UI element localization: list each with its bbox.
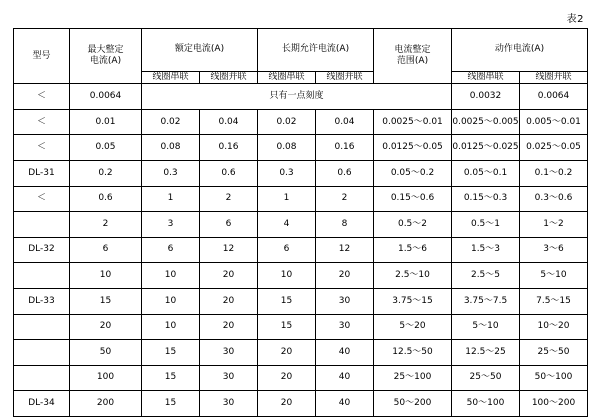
header-operate-parallel: 线圈并联: [520, 72, 588, 84]
cell-long-parallel: 40: [316, 365, 374, 391]
cell-long-series: 1: [258, 186, 316, 212]
cell-setting-range: 3.75～15: [374, 289, 452, 315]
header-max-setting-line1: 最大整定: [87, 44, 124, 55]
cell-long-parallel: 8: [316, 212, 374, 238]
cell-operate-series: 50～100: [452, 391, 520, 417]
cell-long-series: 20: [258, 340, 316, 366]
table-row: [14, 109, 588, 135]
cell-model: ＜: [14, 84, 70, 110]
cell-long-series: 20: [258, 391, 316, 417]
cell-rated-parallel: 0.16: [200, 135, 258, 161]
header-rated-parallel: 线圈并联: [200, 72, 258, 84]
cell-rated-parallel: 30: [200, 340, 258, 366]
cell-operate-series: 0.0025～0.005: [452, 109, 520, 135]
cell-setting-range: 0.5～2: [374, 212, 452, 238]
header-setting-range: [374, 29, 452, 84]
cell-long-parallel: 30: [316, 314, 374, 340]
table-row: [14, 84, 588, 110]
cell-model: DL-34: [14, 391, 70, 417]
table-head: [14, 29, 588, 84]
table-row: [14, 289, 588, 315]
cell-long-parallel: 12: [316, 237, 374, 263]
cell-max-setting: 0.6: [70, 186, 142, 212]
cell-max-setting: 15: [70, 289, 142, 315]
cell-setting-range: 1.5～6: [374, 237, 452, 263]
cell-operate-series: 0.15～0.3: [452, 186, 520, 212]
cell-rated-series: 3: [142, 212, 200, 238]
cell-setting-range: 2.5～10: [374, 263, 452, 289]
table-row: [14, 263, 588, 289]
table-row: [14, 365, 588, 391]
cell-rated-series: 0.3: [142, 161, 200, 187]
cell-rated-parallel: 12: [200, 237, 258, 263]
table-row: [14, 314, 588, 340]
cell-long-parallel: 30: [316, 289, 374, 315]
cell-model: DL-32: [14, 237, 70, 263]
cell-long-series: 20: [258, 365, 316, 391]
table-body: [14, 84, 588, 417]
cell-model: ＜: [14, 109, 70, 135]
cell-setting-range: 12.5～50: [374, 340, 452, 366]
cell-max-setting: 0.2: [70, 161, 142, 187]
header-operate-current: 动作电流(A): [452, 29, 588, 72]
spec-table-wrapper: [13, 28, 587, 417]
cell-rated-parallel: 20: [200, 289, 258, 315]
cell-long-parallel: 2: [316, 186, 374, 212]
cell-operate-parallel: 100～200: [520, 391, 588, 417]
header-model: 型号: [14, 29, 70, 84]
cell-long-series: 10: [258, 263, 316, 289]
table-row: [14, 340, 588, 366]
table-row: [14, 135, 588, 161]
cell-max-setting: 20: [70, 314, 142, 340]
cell-rated-series: 10: [142, 314, 200, 340]
cell-model: [14, 314, 70, 340]
cell-rated-parallel: 0.6: [200, 161, 258, 187]
cell-long-series: 0.3: [258, 161, 316, 187]
cell-operate-series: 1.5～3: [452, 237, 520, 263]
cell-max-setting: 200: [70, 391, 142, 417]
header-setting-range-line1: 电流整定: [394, 44, 431, 55]
cell-operate-parallel: 25～50: [520, 340, 588, 366]
cell-model: DL-31: [14, 161, 70, 187]
table-row: [14, 186, 588, 212]
cell-long-series: 0.02: [258, 109, 316, 135]
table-row: [14, 161, 588, 187]
cell-long-parallel: 40: [316, 340, 374, 366]
cell-setting-range: 25～100: [374, 365, 452, 391]
cell-setting-range: 0.05～0.2: [374, 161, 452, 187]
cell-rated-series: 1: [142, 186, 200, 212]
header-long-term-current: 长期允许电流(A): [258, 29, 374, 72]
cell-long-parallel: 0.16: [316, 135, 374, 161]
cell-rated-parallel: 20: [200, 314, 258, 340]
cell-operate-series: 0.0125～0.025: [452, 135, 520, 161]
header-row: [14, 29, 588, 72]
cell-max-setting: 2: [70, 212, 142, 238]
cell-long-parallel: 0.04: [316, 109, 374, 135]
cell-model: [14, 212, 70, 238]
cell-operate-series: 2.5～5: [452, 263, 520, 289]
cell-max-setting: 50: [70, 340, 142, 366]
cell-operate-series: 25～50: [452, 365, 520, 391]
cell-model: ＜: [14, 135, 70, 161]
cell-max-setting: 10: [70, 263, 142, 289]
cell-long-parallel: 0.6: [316, 161, 374, 187]
cell-model: [14, 263, 70, 289]
cell-model: [14, 365, 70, 391]
cell-operate-parallel: 0.0064: [520, 84, 588, 110]
header-rated-current: 额定电流(A): [142, 29, 258, 72]
cell-operate-parallel: 5～10: [520, 263, 588, 289]
cell-rated-series: 10: [142, 263, 200, 289]
cell-rated-series: 0.08: [142, 135, 200, 161]
cell-note: 只有一点刻度: [142, 84, 452, 110]
cell-long-series: 15: [258, 314, 316, 340]
cell-setting-range: 50～200: [374, 391, 452, 417]
cell-model: ＜: [14, 186, 70, 212]
table-row: [14, 237, 588, 263]
table-row: [14, 391, 588, 417]
table-caption: 表2: [566, 14, 584, 25]
cell-rated-series: 15: [142, 365, 200, 391]
header-long-parallel: 线圈并联: [316, 72, 374, 84]
cell-operate-series: 0.0032: [452, 84, 520, 110]
cell-operate-parallel: 7.5～15: [520, 289, 588, 315]
cell-long-series: 6: [258, 237, 316, 263]
cell-operate-parallel: 0.3～0.6: [520, 186, 588, 212]
cell-operate-parallel: 0.025～0.05: [520, 135, 588, 161]
cell-operate-series: 5～10: [452, 314, 520, 340]
cell-rated-series: 15: [142, 340, 200, 366]
cell-operate-series: 3.75～7.5: [452, 289, 520, 315]
cell-rated-parallel: 30: [200, 391, 258, 417]
cell-max-setting: 0.05: [70, 135, 142, 161]
cell-long-series: 0.08: [258, 135, 316, 161]
header-setting-range-line2: 范围(A): [396, 56, 429, 67]
cell-rated-parallel: 30: [200, 365, 258, 391]
cell-model: DL-33: [14, 289, 70, 315]
cell-operate-series: 0.5～1: [452, 212, 520, 238]
cell-rated-series: 15: [142, 391, 200, 417]
cell-operate-parallel: 3～6: [520, 237, 588, 263]
cell-setting-range: 0.0025～0.01: [374, 109, 452, 135]
table-row: [14, 212, 588, 238]
cell-rated-parallel: 20: [200, 263, 258, 289]
cell-operate-series: 12.5～25: [452, 340, 520, 366]
header-max-setting-line2: 电流(A): [89, 56, 122, 67]
header-rated-series: 线圈串联: [142, 72, 200, 84]
cell-operate-parallel: 50～100: [520, 365, 588, 391]
cell-max-setting: 100: [70, 365, 142, 391]
cell-rated-series: 0.02: [142, 109, 200, 135]
cell-model: [14, 340, 70, 366]
cell-max-setting: 6: [70, 237, 142, 263]
cell-operate-series: 0.05～0.1: [452, 161, 520, 187]
cell-max-setting: 0.01: [70, 109, 142, 135]
cell-rated-parallel: 0.04: [200, 109, 258, 135]
cell-long-series: 15: [258, 289, 316, 315]
cell-long-parallel: 40: [316, 391, 374, 417]
cell-max-setting: 0.0064: [70, 84, 142, 110]
cell-setting-range: 0.0125～0.05: [374, 135, 452, 161]
header-operate-series: 线圈串联: [452, 72, 520, 84]
header-long-series: 线圈串联: [258, 72, 316, 84]
cell-long-parallel: 20: [316, 263, 374, 289]
cell-operate-parallel: 1～2: [520, 212, 588, 238]
cell-operate-parallel: 0.1～0.2: [520, 161, 588, 187]
cell-rated-parallel: 6: [200, 212, 258, 238]
cell-rated-parallel: 2: [200, 186, 258, 212]
cell-operate-parallel: 10～20: [520, 314, 588, 340]
cell-setting-range: 0.15～0.6: [374, 186, 452, 212]
cell-operate-parallel: 0.005～0.01: [520, 109, 588, 135]
cell-long-series: 4: [258, 212, 316, 238]
cell-rated-series: 10: [142, 289, 200, 315]
cell-rated-series: 6: [142, 237, 200, 263]
spec-table: [13, 28, 588, 417]
header-max-setting: [70, 29, 142, 84]
cell-setting-range: 5～20: [374, 314, 452, 340]
